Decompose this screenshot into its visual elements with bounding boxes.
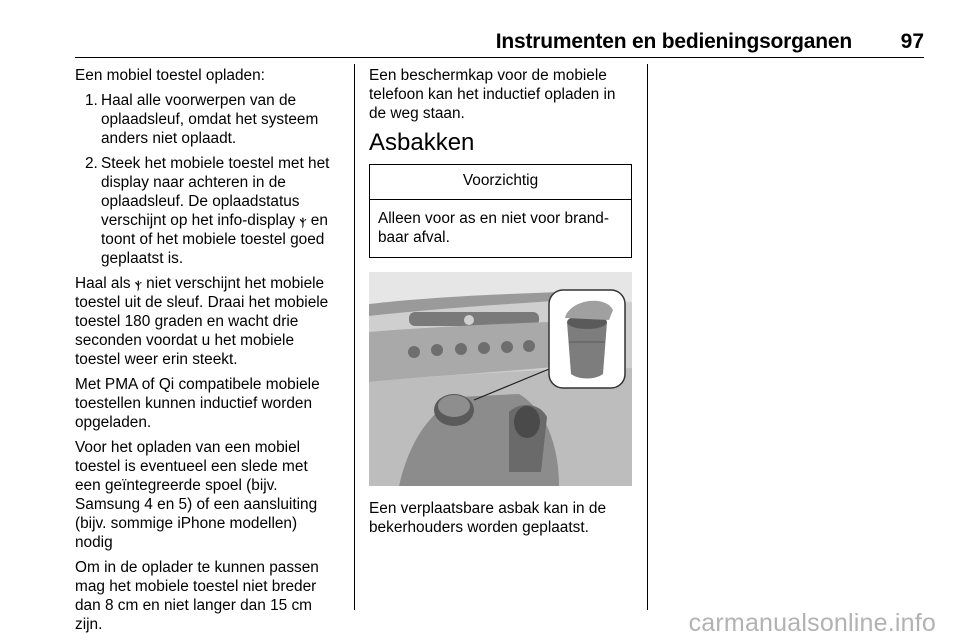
intro-text: Een mobiel toestel opladen: [75, 67, 265, 84]
charging-icon: ⲯ [299, 213, 307, 228]
step-line: verschijnt op het info-display [101, 212, 300, 229]
text-line: toestel weer erin steekt. [75, 351, 238, 368]
step-2 [75, 154, 347, 268]
text-line: toestel is eventueel een slede met [75, 458, 308, 475]
text-line: seconden voordat u het mobiele [75, 332, 295, 349]
section-heading-asbakken: Asbakken [369, 129, 475, 156]
text-line: Samsung 4 en 5) of een aansluiting [75, 496, 318, 513]
text-line: Voor het opladen van een mobiel [75, 439, 301, 456]
caption-line: Een verplaatsbare asbak kan in de [369, 500, 606, 517]
text-run: Haal als [75, 275, 135, 292]
step-line: Haal alle voorwerpen van de [101, 92, 297, 109]
warning-box [369, 164, 632, 258]
text-line: Een beschermkap voor de mobiele [369, 67, 607, 84]
paragraph-sled-coil [75, 438, 347, 552]
warning-body [370, 200, 631, 257]
step-line: anders niet oplaadt. [101, 130, 237, 147]
steps-list [75, 91, 347, 268]
step-number: 1. [85, 92, 98, 109]
text-line: (bijv. sommige iPhone modellen) [75, 515, 298, 532]
paragraph-pma-qi [75, 375, 347, 432]
text-line: telefoon kan het inductief opladen in [369, 86, 616, 103]
text-line: baar afval. [378, 229, 450, 246]
text-line: nodig [75, 534, 113, 551]
header-rule [75, 57, 924, 58]
page-header-title: Instrumenten en bedieningsorganen [495, 30, 852, 53]
text-line: de weg staan. [369, 105, 465, 122]
paragraph-rotate-device [75, 274, 347, 369]
paragraph-protective-cover [369, 66, 632, 123]
step-1 [75, 91, 347, 148]
text-line: dan 8 cm en niet langer dan 15 cm [75, 597, 312, 614]
watermark: carmanualsonline.info [688, 609, 936, 637]
text-line: toestel uit de sleuf. Draai het mobiele [75, 294, 329, 311]
warning-title: Voorzichtig [370, 165, 631, 200]
text-line: een geïntegreerde spoel (bijv. [75, 477, 278, 494]
left-column [75, 66, 347, 640]
step-line: oplaadsleuf, omdat het systeem [101, 111, 319, 128]
step-line: geplaatst is. [101, 250, 184, 267]
ashtray-illustration [369, 272, 632, 486]
step-line: oplaadsleuf. De oplaadstatus [101, 193, 300, 210]
middle-column [369, 66, 632, 258]
text-line: Alleen voor as en niet voor brand- [378, 210, 609, 227]
step-line: toont of het mobiele toestel goed [101, 231, 325, 248]
step-line: display naar achteren in de [101, 174, 286, 191]
text-line: Met PMA of Qi compatibele mobiele [75, 376, 320, 393]
text-line: zijn. [75, 616, 103, 633]
step-number: 2. [85, 155, 98, 172]
step-line: en [306, 212, 328, 229]
charging-icon: ⲯ [134, 276, 142, 291]
text-line: Om in de oplader te kunnen passen [75, 559, 319, 576]
text-line: mag het mobiele toestel niet breder [75, 578, 317, 595]
text-line: toestellen kunnen inductief worden [75, 395, 313, 412]
column-divider-right [647, 64, 648, 610]
text-line: toestel 180 graden en wacht drie [75, 313, 299, 330]
figure-caption [369, 499, 632, 537]
caption-line: bekerhouders worden geplaatst. [369, 519, 589, 536]
page-number: 97 [900, 30, 924, 53]
text-line: opgeladen. [75, 414, 152, 431]
paragraph-size-limit [75, 558, 347, 634]
text-run: niet verschijnt het mobiele [141, 275, 325, 292]
column-divider-left [354, 64, 355, 610]
step-line: Steek het mobiele toestel met het [101, 155, 330, 172]
